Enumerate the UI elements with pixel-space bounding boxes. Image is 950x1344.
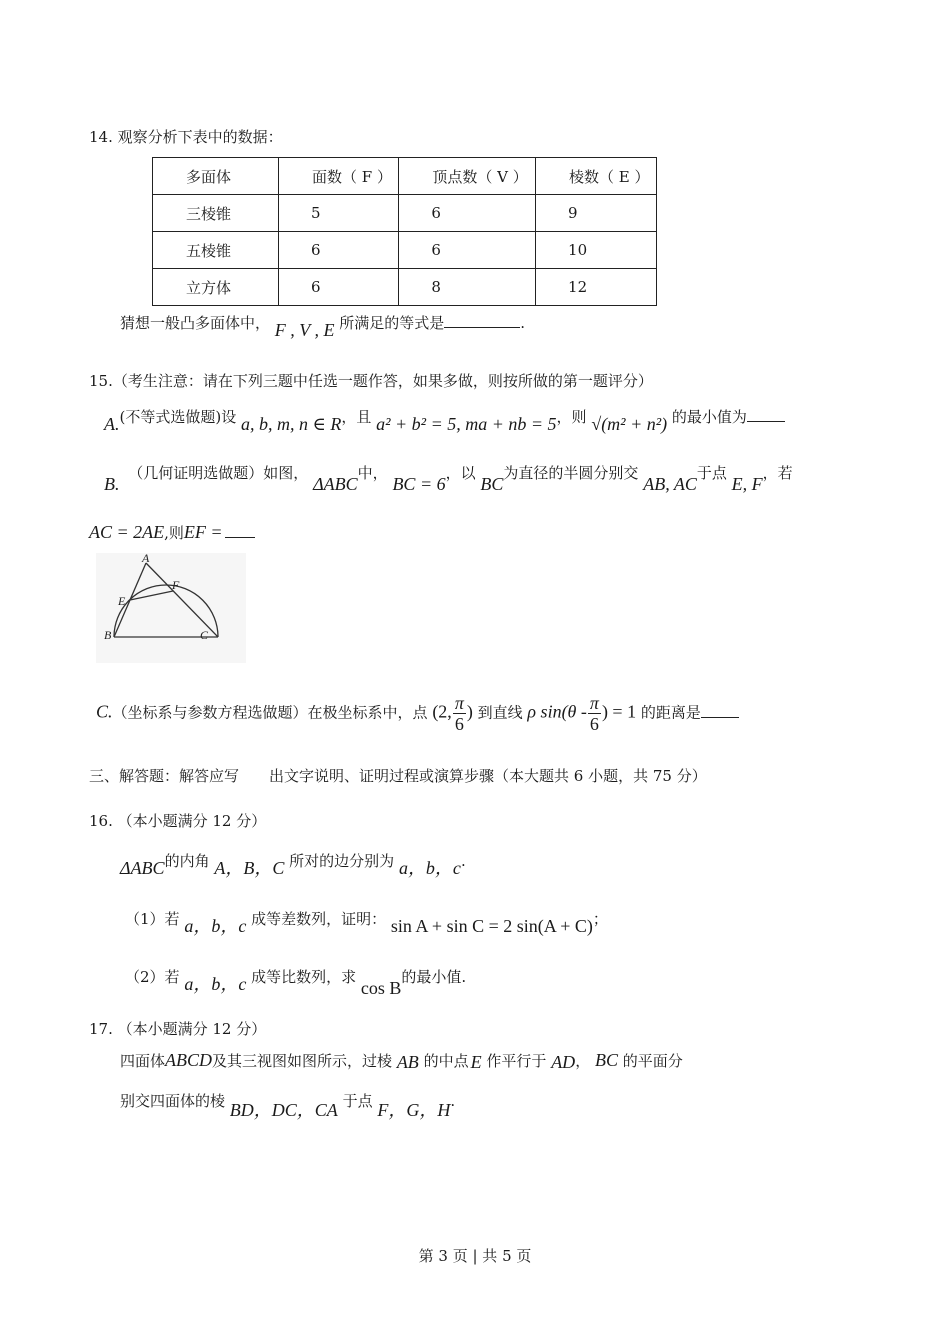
answer-blank bbox=[225, 537, 255, 538]
text: 成等差数列，证明： bbox=[251, 910, 387, 928]
table-cell: 8 bbox=[399, 269, 536, 306]
condition-ac: AC = 2AE bbox=[89, 522, 165, 542]
text: 四面体 bbox=[120, 1052, 166, 1070]
text: 为直径的半圆分别交 bbox=[503, 464, 639, 482]
conjecture-pre: 猜想一般凸多面体中， bbox=[120, 314, 271, 332]
q14-label: 14. 观察分析下表中的数据： bbox=[89, 128, 283, 146]
text: ，则 bbox=[556, 408, 587, 426]
q15-option-b bbox=[104, 462, 793, 494]
table-cell: 三棱锥 bbox=[153, 195, 279, 232]
sides: a，b，c bbox=[184, 974, 247, 994]
table-cell: 6 bbox=[279, 232, 399, 269]
text: . bbox=[450, 1092, 456, 1110]
fraction-pi-over-6 bbox=[453, 693, 466, 734]
line-equation-pre: ρ sin(θ - bbox=[527, 701, 587, 722]
label-b: B bbox=[104, 628, 112, 642]
text: ,则 bbox=[164, 524, 184, 542]
q16-stem bbox=[120, 846, 466, 878]
table-header-cell: 顶点数（ V ） bbox=[399, 158, 536, 195]
tetra-abcd: ABCD bbox=[165, 1050, 213, 1070]
polyhedron-table bbox=[152, 157, 657, 306]
text: ， bbox=[575, 1052, 591, 1070]
conjecture-post: 所满足的等式是 bbox=[339, 314, 445, 332]
points-fgh: F，G，H bbox=[377, 1100, 451, 1120]
section-instructions: 出文字说明、证明过程或演算步骤（本大题共 6 小题，共 75 分） bbox=[269, 767, 707, 785]
period: . bbox=[520, 314, 526, 332]
table-cell: 立方体 bbox=[153, 269, 279, 306]
q16-label: 16. （本小题满分 12 分） bbox=[89, 812, 267, 830]
table-header-cell: 面数（ F ） bbox=[279, 158, 399, 195]
bc-equals: BC = 6 bbox=[392, 474, 446, 494]
text: 于点 bbox=[342, 1092, 373, 1110]
edge-ad: AD bbox=[551, 1052, 576, 1072]
label-c: C bbox=[200, 628, 209, 642]
text: 的内角 bbox=[164, 852, 210, 870]
q14-conjecture bbox=[120, 312, 526, 340]
text: 于点 bbox=[696, 464, 727, 482]
table-header-row bbox=[153, 158, 657, 195]
part-label: （2）若 bbox=[125, 968, 180, 986]
figure-background bbox=[96, 553, 246, 663]
sides: a，b，c bbox=[398, 858, 461, 878]
text: 及其三视图如图所示，过棱 bbox=[212, 1052, 393, 1070]
sqrt-expression: √(m² + n²) bbox=[591, 414, 668, 434]
text: ； bbox=[592, 910, 608, 928]
text: 作平行于 bbox=[486, 1052, 547, 1070]
text: 的平面分 bbox=[622, 1052, 683, 1070]
table-row bbox=[153, 195, 657, 232]
q15-label: 15.（考生注意：请在下列三题中任选一题作答，如果多做，则按所做的第一题评分） bbox=[89, 372, 653, 390]
sides: a，b，c bbox=[184, 916, 247, 936]
table-row bbox=[153, 232, 657, 269]
triangle-abc: ΔABC bbox=[120, 858, 165, 878]
condition: a² + b² = 5, ma + nb = 5 bbox=[376, 414, 557, 434]
text: 别交四面体的棱 bbox=[120, 1092, 226, 1110]
fraction-denominator: 6 bbox=[454, 714, 464, 734]
semicircle-figure bbox=[96, 553, 246, 663]
table-cell: 五棱锥 bbox=[153, 232, 279, 269]
text: 中， bbox=[357, 464, 388, 482]
text: 的中点 bbox=[423, 1052, 469, 1070]
fraction-pi-over-6 bbox=[588, 693, 601, 734]
answer-blank bbox=[747, 421, 785, 422]
table-cell: 6 bbox=[399, 195, 536, 232]
table-cell: 6 bbox=[279, 269, 399, 306]
edge-ab: AB bbox=[396, 1052, 419, 1072]
bc: BC bbox=[480, 474, 504, 494]
point-open: (2, bbox=[432, 701, 452, 722]
option-letter: B. bbox=[104, 474, 120, 494]
ask-text: 的距离是 bbox=[640, 703, 701, 722]
sides-ab-ac: AB, AC bbox=[643, 474, 697, 494]
table-cell: 12 bbox=[536, 269, 657, 306]
table-row bbox=[153, 269, 657, 306]
option-letter: A. bbox=[104, 414, 120, 434]
q17-line-1 bbox=[120, 1050, 683, 1071]
q15-option-c bbox=[96, 693, 739, 734]
label-a: A bbox=[142, 553, 150, 565]
identity-equation: sin A + sin C = 2 sin(A + C) bbox=[390, 916, 593, 936]
answer-blank bbox=[444, 327, 520, 328]
option-tag: (不等式选做题)设 bbox=[119, 408, 237, 426]
option-letter: C. bbox=[96, 701, 113, 722]
table-header-cell: 多面体 bbox=[153, 158, 279, 195]
to-line-text: 到直线 bbox=[477, 703, 523, 722]
option-tag: （坐标系与参数方程选做题）在极坐标系中，点 bbox=[112, 703, 428, 722]
page-footer: 第 3 页 | 共 5 页 bbox=[418, 1247, 532, 1265]
point-close: ) bbox=[466, 701, 473, 722]
q17-line-2 bbox=[120, 1086, 456, 1120]
q16-part-1 bbox=[125, 904, 608, 936]
table-cell: 5 bbox=[279, 195, 399, 232]
text: 成等比数列，求 bbox=[251, 968, 357, 986]
table-header-cell: 棱数（ E ） bbox=[536, 158, 657, 195]
q16-part-2 bbox=[125, 962, 467, 998]
fraction-denominator: 6 bbox=[589, 714, 599, 734]
label-e: E bbox=[118, 594, 126, 608]
edges: BD，DC，CA bbox=[229, 1100, 338, 1120]
angles: A，B，C bbox=[214, 858, 285, 878]
text: 的最小值. bbox=[401, 968, 467, 986]
text: ，若 bbox=[762, 464, 793, 482]
part-label: （1）若 bbox=[125, 910, 180, 928]
cos-b: cos B bbox=[360, 978, 402, 998]
text: . bbox=[460, 852, 466, 870]
conjecture-vars: F , V , E bbox=[274, 320, 335, 340]
ef-equals: EF = bbox=[183, 522, 223, 542]
line-equation-post: ) = 1 bbox=[601, 701, 637, 722]
option-tag: （几何证明选做题）如图， bbox=[128, 464, 309, 482]
section-label: 三、解答题：解答应写 bbox=[89, 767, 240, 785]
vars-in-r: a, b, m, n ∈ R bbox=[241, 414, 342, 434]
text: 所对的边分别为 bbox=[289, 852, 395, 870]
points-e-f: E, F bbox=[731, 474, 763, 494]
table-cell: 10 bbox=[536, 232, 657, 269]
section-3-heading bbox=[89, 765, 707, 786]
text: ，且 bbox=[341, 408, 372, 426]
point-e: E bbox=[470, 1052, 482, 1072]
q15-option-a bbox=[104, 406, 785, 434]
answer-blank bbox=[701, 717, 739, 718]
text: ，以 bbox=[445, 464, 476, 482]
edge-bc: BC bbox=[594, 1050, 618, 1070]
q17-label: 17. （本小题满分 12 分） bbox=[89, 1020, 267, 1038]
ask-text: 的最小值为 bbox=[671, 408, 747, 426]
fraction-numerator: π bbox=[589, 693, 599, 713]
label-f: F bbox=[172, 578, 180, 592]
triangle-abc: ΔABC bbox=[313, 474, 358, 494]
q15-option-b-cont bbox=[89, 522, 255, 543]
table-cell: 9 bbox=[536, 195, 657, 232]
table-cell: 6 bbox=[399, 232, 536, 269]
fraction-numerator: π bbox=[454, 693, 464, 713]
